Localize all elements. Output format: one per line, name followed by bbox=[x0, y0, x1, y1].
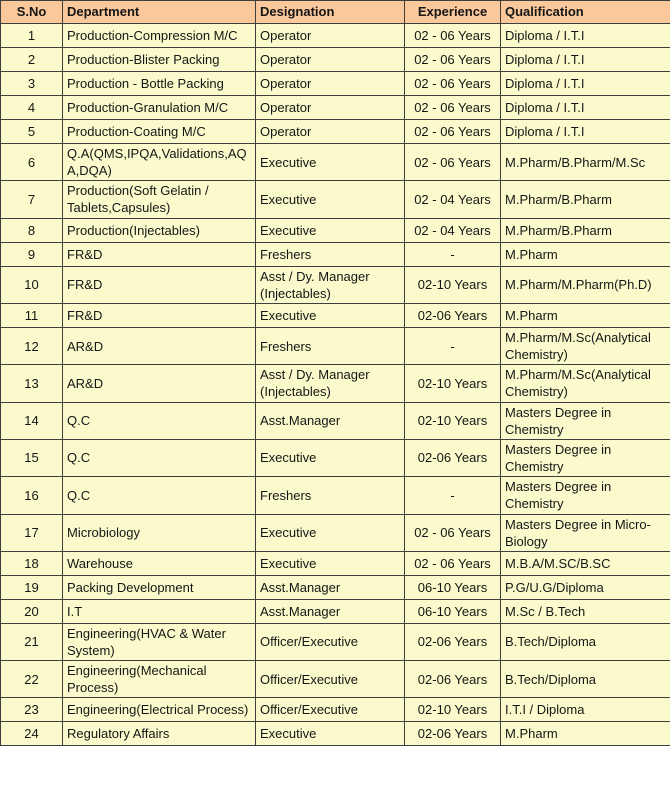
cell-department: Q.C bbox=[63, 439, 256, 476]
cell-experience: 02 - 06 Years bbox=[405, 551, 501, 575]
cell-designation: Asst.Manager bbox=[256, 402, 405, 439]
cell-experience: 02 - 06 Years bbox=[405, 72, 501, 96]
cell-sno: 13 bbox=[1, 365, 63, 402]
header-department: Department bbox=[63, 1, 256, 24]
cell-sno: 8 bbox=[1, 218, 63, 242]
cell-department: Production-Granulation M/C bbox=[63, 96, 256, 120]
cell-sno: 1 bbox=[1, 24, 63, 48]
cell-designation: Operator bbox=[256, 96, 405, 120]
cell-experience: 02 - 06 Years bbox=[405, 514, 501, 551]
cell-designation: Officer/Executive bbox=[256, 698, 405, 722]
table-row bbox=[1, 96, 670, 120]
table-row bbox=[1, 181, 670, 218]
cell-designation: Freshers bbox=[256, 327, 405, 364]
cell-qualification: Diploma / I.T.I bbox=[501, 96, 670, 120]
cell-experience: 02-10 Years bbox=[405, 402, 501, 439]
table-row bbox=[1, 599, 670, 623]
cell-experience: 02-10 Years bbox=[405, 266, 501, 303]
cell-designation: Executive bbox=[256, 514, 405, 551]
header-designation: Designation bbox=[256, 1, 405, 24]
table-row bbox=[1, 514, 670, 551]
cell-department: Production(Injectables) bbox=[63, 218, 256, 242]
cell-qualification: Masters Degree in Chemistry bbox=[501, 402, 670, 439]
cell-sno: 22 bbox=[1, 661, 63, 698]
cell-experience: 02 - 06 Years bbox=[405, 120, 501, 144]
cell-department: Packing Development bbox=[63, 575, 256, 599]
cell-sno: 19 bbox=[1, 575, 63, 599]
cell-experience: - bbox=[405, 242, 501, 266]
cell-designation: Executive bbox=[256, 439, 405, 476]
cell-experience: 02-06 Years bbox=[405, 661, 501, 698]
cell-sno: 4 bbox=[1, 96, 63, 120]
cell-department: FR&D bbox=[63, 242, 256, 266]
cell-sno: 2 bbox=[1, 48, 63, 72]
cell-qualification: M.Sc / B.Tech bbox=[501, 599, 670, 623]
cell-qualification: I.T.I / Diploma bbox=[501, 698, 670, 722]
table-row bbox=[1, 661, 670, 698]
cell-experience: - bbox=[405, 327, 501, 364]
table-body bbox=[1, 24, 670, 746]
cell-qualification: M.Pharm/B.Pharm bbox=[501, 218, 670, 242]
cell-designation: Officer/Executive bbox=[256, 623, 405, 660]
cell-qualification: M.Pharm/M.Pharm(Ph.D) bbox=[501, 266, 670, 303]
cell-designation: Executive bbox=[256, 722, 405, 746]
cell-department: Production(Soft Gelatin / Tablets,Capsules) bbox=[63, 181, 256, 218]
cell-experience: 02 - 06 Years bbox=[405, 96, 501, 120]
table-row bbox=[1, 551, 670, 575]
cell-sno: 11 bbox=[1, 303, 63, 327]
cell-designation: Asst / Dy. Manager (Injectables) bbox=[256, 266, 405, 303]
cell-qualification: P.G/U.G/Diploma bbox=[501, 575, 670, 599]
cell-department: Engineering(Electrical Process) bbox=[63, 698, 256, 722]
cell-qualification: Diploma / I.T.I bbox=[501, 72, 670, 96]
cell-designation: Freshers bbox=[256, 242, 405, 266]
table-row bbox=[1, 698, 670, 722]
cell-sno: 9 bbox=[1, 242, 63, 266]
cell-qualification: Masters Degree in Chemistry bbox=[501, 477, 670, 514]
table-header bbox=[1, 1, 670, 24]
cell-department: Microbiology bbox=[63, 514, 256, 551]
table-row bbox=[1, 218, 670, 242]
cell-experience: 02-06 Years bbox=[405, 623, 501, 660]
cell-experience: 02-06 Years bbox=[405, 439, 501, 476]
cell-experience: 06-10 Years bbox=[405, 599, 501, 623]
cell-designation: Officer/Executive bbox=[256, 661, 405, 698]
cell-department: Engineering(HVAC & Water System) bbox=[63, 623, 256, 660]
cell-experience: 06-10 Years bbox=[405, 575, 501, 599]
cell-qualification: Diploma / I.T.I bbox=[501, 120, 670, 144]
cell-sno: 18 bbox=[1, 551, 63, 575]
cell-qualification: M.B.A/M.SC/B.SC bbox=[501, 551, 670, 575]
table-row bbox=[1, 327, 670, 364]
cell-qualification: M.Pharm/B.Pharm/M.Sc bbox=[501, 144, 670, 181]
cell-designation: Operator bbox=[256, 72, 405, 96]
cell-sno: 23 bbox=[1, 698, 63, 722]
cell-sno: 15 bbox=[1, 439, 63, 476]
cell-qualification: M.Pharm bbox=[501, 242, 670, 266]
cell-experience: 02 - 04 Years bbox=[405, 181, 501, 218]
table-row bbox=[1, 623, 670, 660]
cell-department: Warehouse bbox=[63, 551, 256, 575]
table-row bbox=[1, 242, 670, 266]
cell-department: Production-Compression M/C bbox=[63, 24, 256, 48]
table-row bbox=[1, 120, 670, 144]
table-row bbox=[1, 266, 670, 303]
cell-experience: 02-06 Years bbox=[405, 303, 501, 327]
cell-department: Production-Coating M/C bbox=[63, 120, 256, 144]
cell-department: FR&D bbox=[63, 303, 256, 327]
cell-qualification: M.Pharm bbox=[501, 303, 670, 327]
cell-designation: Operator bbox=[256, 48, 405, 72]
cell-qualification: Diploma / I.T.I bbox=[501, 48, 670, 72]
cell-designation: Executive bbox=[256, 218, 405, 242]
cell-sno: 5 bbox=[1, 120, 63, 144]
cell-sno: 3 bbox=[1, 72, 63, 96]
cell-experience: 02 - 06 Years bbox=[405, 144, 501, 181]
cell-qualification: Diploma / I.T.I bbox=[501, 24, 670, 48]
cell-experience: - bbox=[405, 477, 501, 514]
cell-experience: 02 - 06 Years bbox=[405, 24, 501, 48]
table-row bbox=[1, 402, 670, 439]
cell-sno: 14 bbox=[1, 402, 63, 439]
table-row bbox=[1, 722, 670, 746]
cell-qualification: M.Pharm/M.Sc(Analytical Chemistry) bbox=[501, 327, 670, 364]
cell-department: Q.A(QMS,IPQA,Validations,AQA,DQA) bbox=[63, 144, 256, 181]
table-row bbox=[1, 365, 670, 402]
cell-designation: Operator bbox=[256, 24, 405, 48]
cell-sno: 16 bbox=[1, 477, 63, 514]
cell-sno: 12 bbox=[1, 327, 63, 364]
cell-department: AR&D bbox=[63, 365, 256, 402]
cell-experience: 02-10 Years bbox=[405, 365, 501, 402]
header-experience: Experience bbox=[405, 1, 501, 24]
cell-qualification: Masters Degree in Micro-Biology bbox=[501, 514, 670, 551]
cell-qualification: Masters Degree in Chemistry bbox=[501, 439, 670, 476]
table-row bbox=[1, 477, 670, 514]
cell-qualification: M.Pharm/M.Sc(Analytical Chemistry) bbox=[501, 365, 670, 402]
cell-experience: 02 - 04 Years bbox=[405, 218, 501, 242]
table-row bbox=[1, 48, 670, 72]
cell-department: Production-Blister Packing bbox=[63, 48, 256, 72]
cell-sno: 7 bbox=[1, 181, 63, 218]
table-row bbox=[1, 303, 670, 327]
cell-department: Regulatory Affairs bbox=[63, 722, 256, 746]
cell-designation: Asst.Manager bbox=[256, 599, 405, 623]
cell-sno: 17 bbox=[1, 514, 63, 551]
cell-experience: 02-10 Years bbox=[405, 698, 501, 722]
header-sno: S.No bbox=[1, 1, 63, 24]
table-row bbox=[1, 575, 670, 599]
cell-designation: Asst / Dy. Manager (Injectables) bbox=[256, 365, 405, 402]
cell-qualification: B.Tech/Diploma bbox=[501, 661, 670, 698]
table-row bbox=[1, 72, 670, 96]
cell-sno: 10 bbox=[1, 266, 63, 303]
cell-qualification: M.Pharm/B.Pharm bbox=[501, 181, 670, 218]
cell-department: FR&D bbox=[63, 266, 256, 303]
cell-department: Q.C bbox=[63, 402, 256, 439]
header-row bbox=[1, 1, 670, 24]
cell-sno: 21 bbox=[1, 623, 63, 660]
cell-sno: 20 bbox=[1, 599, 63, 623]
cell-designation: Executive bbox=[256, 144, 405, 181]
cell-designation: Executive bbox=[256, 181, 405, 218]
cell-department: AR&D bbox=[63, 327, 256, 364]
header-qualification: Qualification bbox=[501, 1, 670, 24]
cell-department: Production - Bottle Packing bbox=[63, 72, 256, 96]
cell-qualification: B.Tech/Diploma bbox=[501, 623, 670, 660]
cell-designation: Executive bbox=[256, 303, 405, 327]
cell-department: Q.C bbox=[63, 477, 256, 514]
table-row bbox=[1, 144, 670, 181]
cell-designation: Freshers bbox=[256, 477, 405, 514]
cell-designation: Executive bbox=[256, 551, 405, 575]
cell-department: I.T bbox=[63, 599, 256, 623]
table-row bbox=[1, 439, 670, 476]
cell-designation: Operator bbox=[256, 120, 405, 144]
cell-designation: Asst.Manager bbox=[256, 575, 405, 599]
table-row bbox=[1, 24, 670, 48]
cell-experience: 02-06 Years bbox=[405, 722, 501, 746]
cell-department: Engineering(Mechanical Process) bbox=[63, 661, 256, 698]
cell-qualification: M.Pharm bbox=[501, 722, 670, 746]
cell-sno: 24 bbox=[1, 722, 63, 746]
cell-sno: 6 bbox=[1, 144, 63, 181]
cell-experience: 02 - 06 Years bbox=[405, 48, 501, 72]
